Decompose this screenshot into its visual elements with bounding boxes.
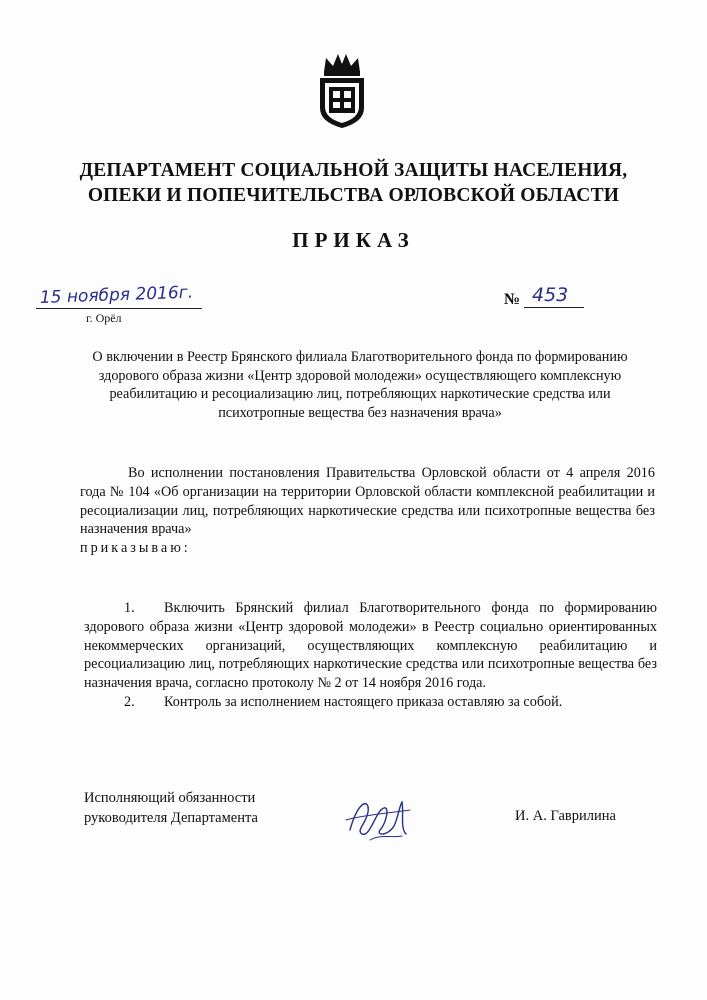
handwritten-date: 15 ноября 2016г. (39, 282, 194, 308)
order-item-number: 1. (124, 600, 135, 616)
handwritten-order-number: 453 (532, 284, 569, 306)
order-subject: О включении в Реестр Брянского филиала Благотворительного фонда по формированию здорового образа жизни «Центр здоровой молодежи» осуществляющего комплексную реабилитацию и ресоциализацию лиц, потребляющих наркотические средства или психотропные вещества без назначения врача» (92, 349, 628, 421)
signer-position (84, 788, 258, 828)
signer-name: И. А. Гаврилина (515, 808, 616, 824)
coat-of-arms-emblem (316, 50, 368, 130)
decree-word: приказываю: (80, 540, 191, 557)
preamble-text: Во исполнении постановления Правительства Орловской области от 4 апреля 2016 года № 104 «Об организации на территории Орловской области комплексной реабилитации и ресоциализации лиц, потребляющих наркотические средства или психотропные вещества без назначения врача» (80, 465, 655, 538)
number-underline (524, 307, 584, 308)
order-items (84, 599, 657, 712)
header-line-1: ДЕПАРТАМЕНТ СОЦИАЛЬНОЙ ЗАЩИТЫ НАСЕЛЕНИЯ, (79, 160, 628, 181)
order-number-label: № (504, 291, 521, 308)
order-item-text: Контроль за исполнением настоящего приказа оставляю за собой. (164, 693, 563, 710)
signer-position-line-1: Исполняющий обязанности (84, 790, 256, 806)
date-underline (36, 308, 202, 309)
department-header (40, 158, 667, 208)
signer-position-line-2: руководителя Департамента (84, 810, 258, 826)
header-line-2: ОПЕКИ И ПОПЕЧИТЕЛЬСТВА ОРЛОВСКОЙ ОБЛАСТИ (87, 185, 620, 206)
order-item (84, 599, 657, 693)
preamble (80, 464, 655, 558)
handwritten-signature (340, 790, 420, 846)
order-item-text: Включить Брянский филиал Благотворительного фонда по формированию здорового образа жизни «Центр здоровой молодежи» в Реестр социально ориентированных некоммерческих организаций, осуществляющих комплексную реабилитацию и ресоциализацию лиц, потребляющих наркотические средства или психотропные вещества без назначения врача, согласно протоколу № 2 от 14 ноября 2016 года. (84, 600, 657, 692)
city-label: г. Орёл (86, 311, 122, 325)
order-item (84, 693, 657, 712)
order-item-number: 2. (124, 693, 135, 710)
order-title: ПРИКАЗ (292, 228, 415, 252)
